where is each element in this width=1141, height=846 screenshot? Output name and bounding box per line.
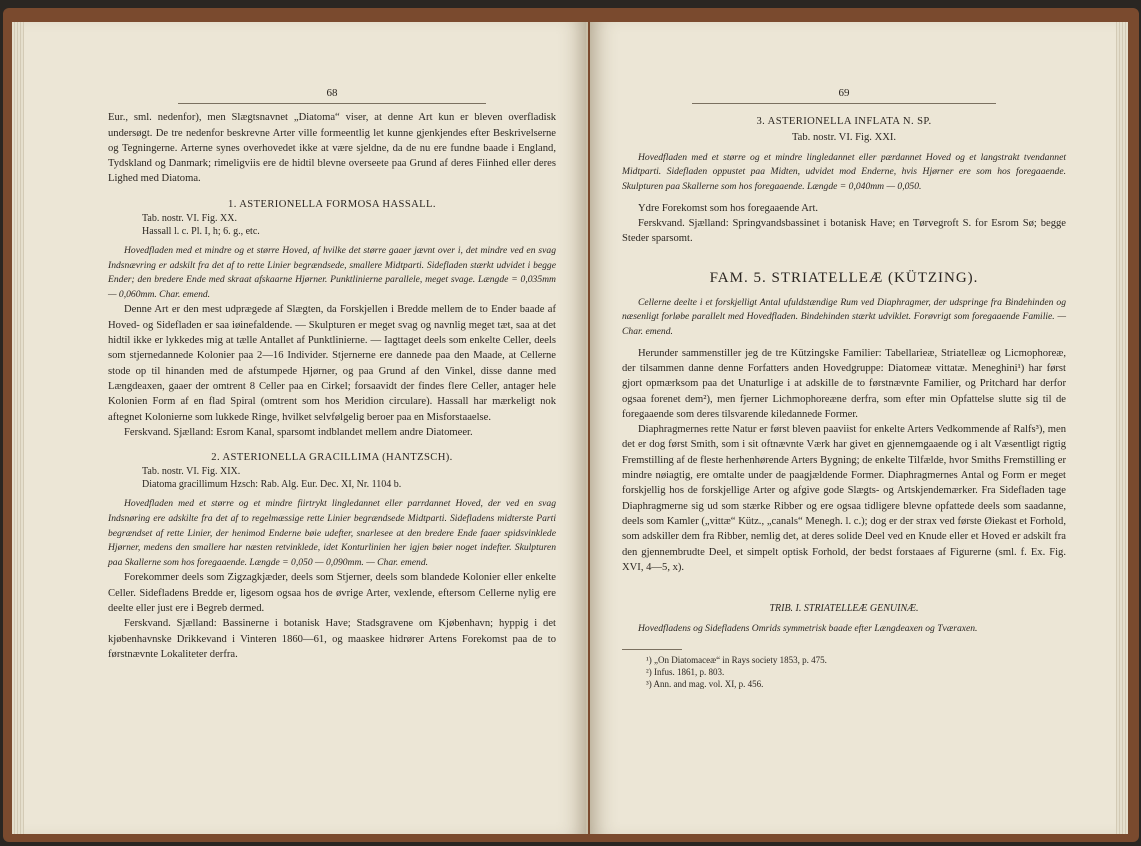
left-page: [12, 22, 588, 834]
species-description: Denne Art er den mest udprægede af Slægten, da Forskjellen i Bredde mellem de to Ender baade af Hoved- og Sidefladen er saa iøinefaldende. — Skulpturen er meget svag og navnlig meget tæt, saa at det hidtil ikke er lykkedes mig at tælle Antallet af Punktlinierne. — Iagttaget deels som enkelte Celler, deels som stjernedannede Kolonier paa 2—16 Individer. Stjernerne ere dannede paa den Maade, at Cellerne stode op til hinanden med de afstumpede Hjørner, og paa Grund af den Vinkel, disse danne med Længdeaxen, gaaer der omtrent 8 Celler paa en Cirkel; forsaavidt der findes flere Celler, antager hele Kolonien Form af en flad Spiral (omtrent som hos Meridion circulare). Hassall har mærkeligt nok aftegnet Kolonierne som lukkede Ringe, hvilket selvfølgelig beroer paa en Misforstaaelse.: [108, 304, 556, 423]
family-heading: FAM. 5. STRIATELLEÆ (KÜTZING).: [709, 269, 979, 286]
species-description: Forekommer deels som Zigzagkjæder, deels som Stjerner, deels som blandede Kolonier eller enkelte Celler. Sidefladens Bredde er, ligesom ogsaa hos de øvrige Arter, vexlende, eftersom Cellerne nylig ere deelte eller just ere i Begreb dermed.: [108, 572, 556, 614]
species-title: 3. ASTERIONELLA INFLATA N. SP.: [756, 116, 932, 128]
footnote-divider: [622, 649, 682, 650]
intro-paragraph: Eur., sml. nedenfor), men Slægtsnavnet „Diatoma“ viser, at denne Art kun er bleven overfladisk undersøgt. De tre nedenfor beskrevne Arter ville formeentlig let kunne gjenkjendes efter Beskrivelserne og Tegningerne. Arterne synes overhovedet ikke at være sjeldne, da de nu ere fundne baade i England, Tydskland og Danmark; rimeligviis ere de hidtil blevne overseete paa Grund af deres Fiinhed eller deres Lighed med Diatoma.: [108, 112, 556, 185]
page-number: 69: [692, 86, 996, 104]
footnote: ²) Infus. 1861, p. 803.: [646, 666, 725, 677]
species-diagnosis: Hovedfladen med et mindre og et større Hoved, af hvilke det større gaaer jævnt over i, det mindre ved en svag Indsnævring er adskilt fra det af to rette Linier begrændsede, smallere Midtparti. Sidefladen stærkt udvidet i begge Ender; den bredere Ende med skraat afskaarne Hjørner. Punktlinierne parallele, meget svage. Længde = 0,035mm — 0,060mm. Char. emend.: [108, 245, 556, 300]
tribe-diagnosis: Hovedfladens og Sidefladens Omrids symmetrisk baade efter Længdeaxen og Tværaxen.: [638, 623, 978, 635]
page-stack-edge-left: [12, 22, 24, 834]
page-number: 68: [178, 86, 486, 104]
literature-reference: Diatoma gracillimum Hzsch: Rab. Alg. Eur. Dec. XI, Nr. 1104 b.: [142, 479, 402, 491]
species-description: Ydre Forekomst som hos foregaaende Art.: [638, 202, 819, 214]
literature-reference: Hassall l. c. Pl. I, h; 6. g., etc.: [142, 226, 260, 238]
species-diagnosis: Hovedfladen med et større og et mindre fiirtrykt lingledannet eller parrdannet Hoved, der ved en svag Indsnøring ere adskilte fra det af to regelmæssige rette Linier begrændsede Midtparti. Sidefladens midterste Parti begrændset af rette Linier, der henimod Enderne bøie udefter, snarlesee at den bredere Ende faaer spidsvinklede Hjørner, medens den smallere har næsten retvinklede, idet Konturlinien her igjen bøier noget indefter. Skulpturen paa Skallerne som hos foregaaende. Længde = 0,050 — 0,090mm. — Char. emend.: [108, 498, 556, 568]
plate-reference: Tab. nostr. VI. Fig. XX.: [142, 213, 237, 225]
plate-reference: Tab. nostr. VI. Fig. XXI.: [791, 131, 897, 143]
family-paragraph: Herunder sammenstiller jeg de tre Kützingske Familier: Tabellarieæ, Striatelleæ og Licmophoreæ, der tilsammen danne denne Forfatters anden Hovedgruppe: Diatomeæ vittatæ. Meneghini¹) har først gjort opmærksom paa det Unaturlige i at adskille de to førstnævnte Familier, og Pritchard har derfor ogsaa forenet dem²), men fjerner Lichmophoreæne derfra, som efter min Opfattelse slutte sig til de foregaaende som deres tilsvarende kiledannede Former.: [622, 347, 1066, 420]
page-stack-edge-right: [1116, 22, 1128, 834]
species-diagnosis: Hovedfladen med et større og et mindre lingledannet eller pærdannet Hoved og et langstrakt tvendannet Midtparti. Sidefladen oppustet paa Midten, udvidet mod Enderne, hvis Hjørner ere som hos foregaaende. Skulpturen paa Skallerne som hos foregaaende. Længde = 0,040mm — 0,050.: [622, 151, 1066, 193]
footnote: ¹) „On Diatomaceæ“ in Rays society 1853, p. 475.: [646, 654, 827, 665]
species-title: 2. ASTERIONELLA GRACILLIMA (HANTZSCH).: [211, 452, 453, 464]
species-locality: Ferskvand. Sjælland: Bassinerne i botanisk Have; Stadsgravene om Kjøbenhavn; hyppig i det kjøbenhavnske Drikkevand i Vinteren 1860—61, og maaskee hidrører Artens Forekomst paa de to førstnævnte Lokaliteter derfra.: [108, 618, 556, 660]
plate-reference: Tab. nostr. VI. Fig. XIX.: [142, 466, 241, 478]
species-locality: Ferskvand. Sjælland: Springvandsbassinet i botanisk Have; en Tørvegroft S. for Esrom Sø; begge Steder sparsomt.: [622, 217, 1066, 245]
family-paragraph: Diaphragmernes rette Natur er først bleven paaviist for enkelte Arters Vedkommende af Ralfs³), men det er dog først Smith, som i sit oftnævnte Værk har givet en gjennemgaaende og i alt Væsentligt rigtig Fremstilling af de fleste herhenhørende Arters Bygning; de enkelte Tilfælde, hvor Smiths Fremstilling er mindre nøiagtig, ere omtalte under de paagjældende Former. Diaphragmernes Antal og Form er meget forskjellig hos de forskjellige Arter og afgive gode Slægts- og Artskjendemærker. Fra Sidefladen tage Diaphragmerne sig ud som stærke Ribber og ere ogsaa tidligere blevne opfattede deels som saadanne, deels som Kamler („vittæ“ Kütz., „canals“ Menegh. l. c.); dog er der strax ved første Øiekast et Forhold, som adskiller dem fra Ribber, nemlig det, at deres solide Deel ved en Knude eller et Hoved er adskilt fra den gjennembrudte Deel, et simpelt optisk Forhold, der bedst forstaaes af Figurerne (sml. f. Ex. Fig. XVI, 4—5, x).: [622, 424, 1066, 573]
right-page-content: [622, 86, 1066, 690]
right-page: [590, 22, 1128, 834]
left-page-content: [108, 86, 556, 662]
species-title: 1. ASTERIONELLA FORMOSA HASSALL.: [228, 198, 436, 210]
tribe-heading: TRIB. I. STRIATELLEÆ GENUINÆ.: [769, 603, 919, 615]
family-diagnosis: Cellerne deelte i et forskjelligt Antal ufuldstændige Rum ved Diaphragmer, der udspringe fra Bindehinden og næsenligt forløbe parallelt med Hovedfladen. Bindehinden stærkt udviklet. Forøvrigt som foregaaende Familie. — Char. emend.: [622, 296, 1066, 338]
footnote: ³) Ann. and mag. vol. XI, p. 456.: [646, 678, 764, 689]
species-locality: Ferskvand. Sjælland: Esrom Kanal, sparsomt indblandet mellem andre Diatomeer.: [124, 426, 473, 438]
